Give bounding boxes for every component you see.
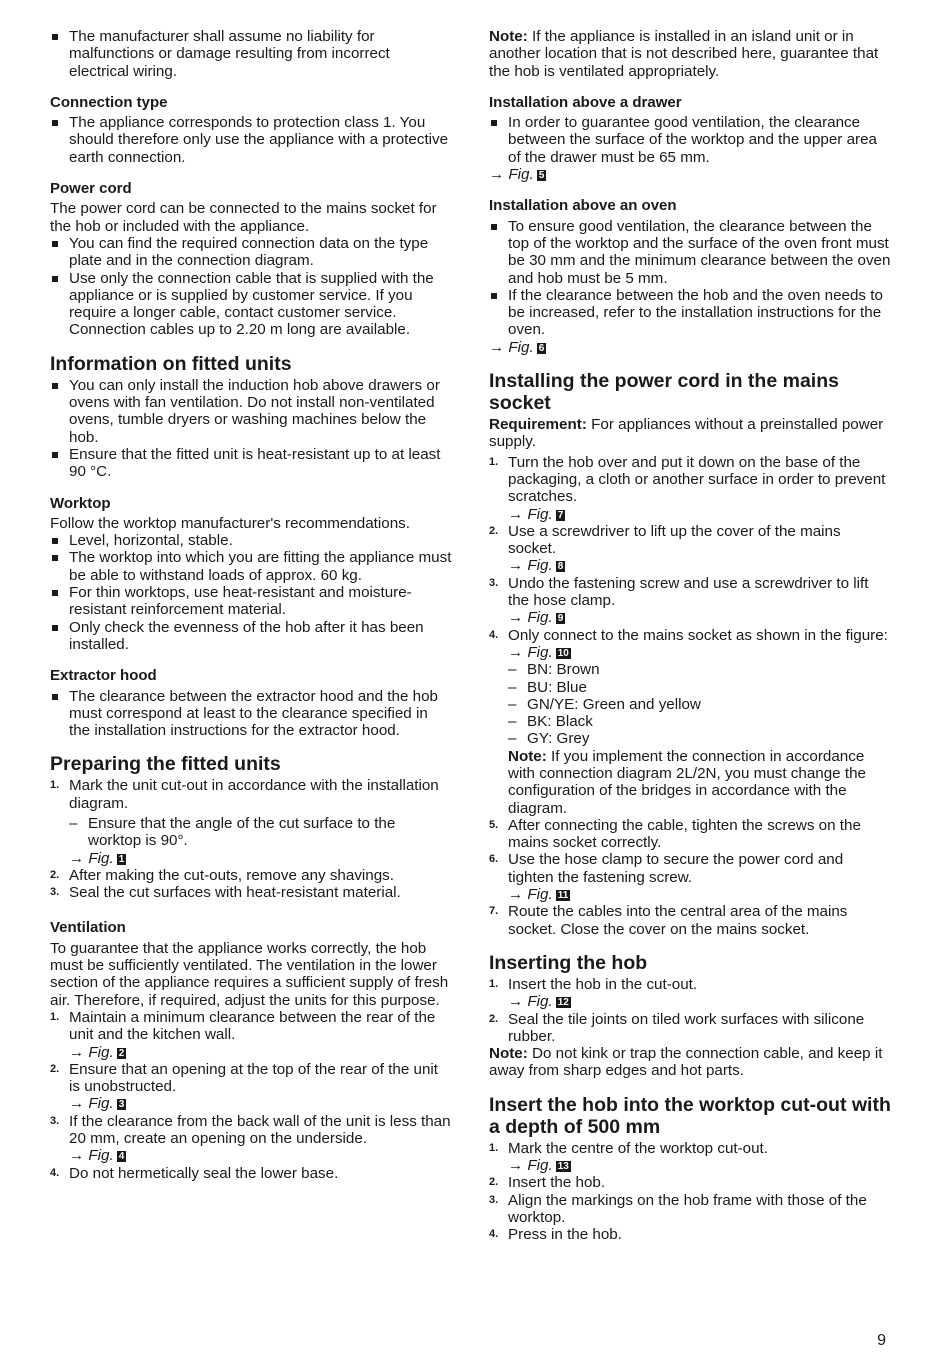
step-item: 2. Ensure that an opening at the top of the rear of the unit is unobstructed. → Fig. 3 — [50, 1061, 452, 1113]
step-item: 2. Insert the hob. — [489, 1174, 606, 1192]
step-number: 1. — [489, 455, 499, 468]
left-column — [50, 28, 452, 1182]
color-item: – BK: Black — [508, 713, 593, 731]
fitted-units-heading: Information on fitted units — [50, 352, 292, 375]
color-item: – GN/YE: Green and yellow — [508, 695, 701, 713]
step-item: 3. If the clearance from the back wall of the unit is less than 20 mm, create an opening on the underside. → Fig. 4 — [50, 1112, 451, 1165]
list-item: The worktop into which you are fitting the appliance must be able to withstand loads of approx. 60 kg. — [50, 549, 452, 584]
step-number: 3. — [50, 886, 60, 899]
step-item: 1. Turn the hob over and put it down on the base of the packaging, a cloth or another surface in order to prevent scratches. → Fig. 7 — [489, 454, 891, 523]
step-item: 1. Mark the unit cut-out in accordance with the installation diagram. – Ensure that the angle of the cut surface to the worktop is 90°. → Fig. 1 — [50, 777, 452, 866]
list-item: The clearance between the extractor hood and the hob must correspond at least to the clearance specified in the installation instructions for the extractor hood. — [50, 688, 452, 740]
step-item: 4. Press in the hob. — [489, 1226, 622, 1244]
requirement: Requirement: For appliances without a preinstalled power supply. — [489, 416, 884, 451]
figure-reference: → Fig. 5 — [489, 166, 545, 184]
oven-heading: Installation above an oven — [489, 197, 677, 215]
step-number: 2. — [489, 1012, 499, 1025]
right-column — [489, 28, 891, 1244]
figure-reference: → Fig. 4 — [69, 1147, 125, 1165]
list-item: Ensure that the fitted unit is heat-resistant up to at least 90 °C. — [50, 446, 452, 481]
worktop-heading: Worktop — [50, 494, 111, 512]
list-item: Level, horizontal, stable. — [50, 532, 452, 549]
figure-reference: → Fig. 7 — [508, 505, 564, 523]
paragraph: Follow the worktop manufacturer's recommendations. — [50, 514, 410, 532]
step-number: 3. — [489, 1193, 499, 1206]
step-number: 2. — [50, 868, 60, 881]
step-number: 4. — [489, 1228, 499, 1241]
figure-reference: → Fig. 12 — [508, 993, 569, 1011]
step-item: 1. Insert the hob in the cut-out. → Fig. 12 — [489, 976, 891, 1011]
step-number: 3. — [489, 576, 499, 589]
step-number: 4. — [489, 628, 499, 641]
step-number: 3. — [50, 1114, 60, 1127]
color-item: – BU: Blue — [508, 678, 587, 696]
step-item: 1. Maintain a minimum clearance between the rear of the unit and the kitchen wall. → Fig. 2 — [50, 1009, 452, 1061]
list-item: To ensure good ventilation, the clearance between the top of the worktop and the surface of the oven front must be 30 mm and the minimum clearance between the oven and hob must be 5 mm. — [489, 218, 891, 287]
paragraph: To guarantee that the appliance works correctly, the hob must be sufficiently ventilated. The ventilation in the lower section of the appliance requires a sufficient supply of fresh air. Therefore, if required, adjust the units for this purpose. — [50, 939, 449, 1009]
step-number: 6. — [489, 853, 499, 866]
figure-reference: → Fig. 2 — [69, 1043, 125, 1061]
list-item: You can find the required connection data on the type plate and in the connection diagram. — [50, 235, 452, 270]
step-number: 4. — [50, 1166, 60, 1179]
list-item: In order to guarantee good ventilation, the clearance between the surface of the worktop and the upper area of the drawer must be 65 mm. — [489, 114, 891, 166]
figure-reference: → Fig. 11 — [508, 886, 569, 904]
connection-type-heading: Connection type — [50, 93, 168, 111]
power-cord-install-heading: Installing the power cord in the mains socket — [489, 370, 839, 415]
step-number: 1. — [489, 977, 499, 990]
list-item: You can only install the induction hob above drawers or ovens with fan ventilation. Do not install non-ventilated ovens, tumble dryers or washing machines below the hob. — [50, 377, 452, 446]
list-item: The appliance corresponds to protection class 1. You should therefore only use the appliance with a protective earth connection. — [50, 114, 452, 166]
extractor-heading: Extractor hood — [50, 667, 157, 685]
step-item: 6. Use the hose clamp to secure the power cord and tighten the fastening screw. → Fig. 11 — [489, 851, 891, 903]
step-item: 3. Undo the fastening screw and use a screwdriver to lift the hose clamp. → Fig. 9 — [489, 575, 891, 627]
step-item: 2. Seal the tile joints on tiled work surfaces with silicone rubber. — [489, 1010, 865, 1045]
page-number: 9 — [877, 1332, 886, 1349]
preparing-heading: Preparing the fitted units — [50, 753, 281, 776]
color-item: – GY: Grey — [508, 730, 590, 748]
step-item: 4. Do not hermetically seal the lower base. — [50, 1164, 339, 1182]
step-number: 2. — [489, 1176, 499, 1189]
step-number: 2. — [489, 524, 499, 537]
paragraph: The power cord can be connected to the mains socket for the hob or included with the appliance. — [50, 200, 437, 235]
figure-reference: → Fig. 6 — [489, 338, 545, 356]
drawer-heading: Installation above a drawer — [489, 93, 682, 111]
step-number: 5. — [489, 818, 499, 831]
step-item: 4. Only connect to the mains socket as shown in the figure: → Fig. 10 – BN: Brown – BU: Blue – GN/YE: Green and yellow – BK: Black – GY: Grey Note: If you implement the connection in accordance with connection diagram 2L/2N, you must change the configuration of the bridges in accordance with the diagram. — [489, 627, 891, 817]
list-item: If the clearance between the hob and the oven needs to be increased, refer to the installation instructions for the oven. — [489, 287, 891, 339]
color-item: – BN: Brown — [508, 661, 600, 679]
step-number: 1. — [50, 779, 60, 792]
step-item: 1. Mark the centre of the worktop cut-out. → Fig. 13 — [489, 1140, 891, 1175]
figure-reference: → Fig. 1 — [69, 849, 125, 867]
step-number: 7. — [489, 905, 499, 918]
figure-reference: → Fig. 9 — [508, 609, 564, 627]
list-item: Use only the connection cable that is supplied with the appliance or is supplied by customer service. If you require a longer cable, contact customer service. Connection cables up to 2.20 m long are available. — [50, 270, 452, 339]
step-item: 5. After connecting the cable, tighten the screws on the mains socket correctly. — [489, 816, 861, 852]
step-number: 1. — [50, 1010, 60, 1023]
step-number: 2. — [50, 1062, 60, 1075]
figure-reference: → Fig. 3 — [69, 1095, 125, 1113]
step-item: 2. After making the cut-outs, remove any shavings. — [50, 866, 394, 884]
list-item: For thin worktops, use heat-resistant and moisture-resistant reinforcement material. — [50, 584, 452, 619]
step-item: 2. Use a screwdriver to lift up the cover of the mains socket. → Fig. 8 — [489, 523, 891, 575]
figure-reference: → Fig. 13 — [508, 1157, 569, 1175]
inserting-heading: Inserting the hob — [489, 951, 648, 974]
step-item: 3. Align the markings on the hob frame with those of the worktop. — [489, 1191, 867, 1226]
sub-item: – Ensure that the angle of the cut surface to the worktop is 90°. — [69, 814, 396, 850]
list-item: The manufacturer shall assume no liability for malfunctions or damage resulting from incorrect electrical wiring. — [50, 28, 452, 80]
list-item: Only check the evenness of the hob after it has been installed. — [50, 619, 452, 654]
figure-reference: → Fig. 10 — [508, 643, 569, 661]
note: Note: If you implement the connection in accordance with connection diagram 2L/2N, you must change the configuration of the bridges in accordance with the diagram. — [508, 747, 866, 817]
ventilation-heading: Ventilation — [50, 919, 126, 937]
depth-heading: Insert the hob into the worktop cut-out with a depth of 500 mm — [489, 1093, 891, 1138]
step-number: 1. — [489, 1141, 499, 1154]
step-item: 7. Route the cables into the central area of the mains socket. Close the cover on the mains socket. — [489, 903, 848, 938]
note: Note: If the appliance is installed in an island unit or in another location that is not described here, guarantee that the hob is ventilated appropriately. — [489, 28, 879, 80]
note: Note: Do not kink or trap the connection cable, and keep it away from sharp edges and hot parts. — [489, 1045, 883, 1080]
power-cord-heading: Power cord — [50, 180, 132, 198]
figure-reference: → Fig. 8 — [508, 557, 564, 575]
step-item: 3. Seal the cut surfaces with heat-resistant material. — [50, 884, 401, 902]
